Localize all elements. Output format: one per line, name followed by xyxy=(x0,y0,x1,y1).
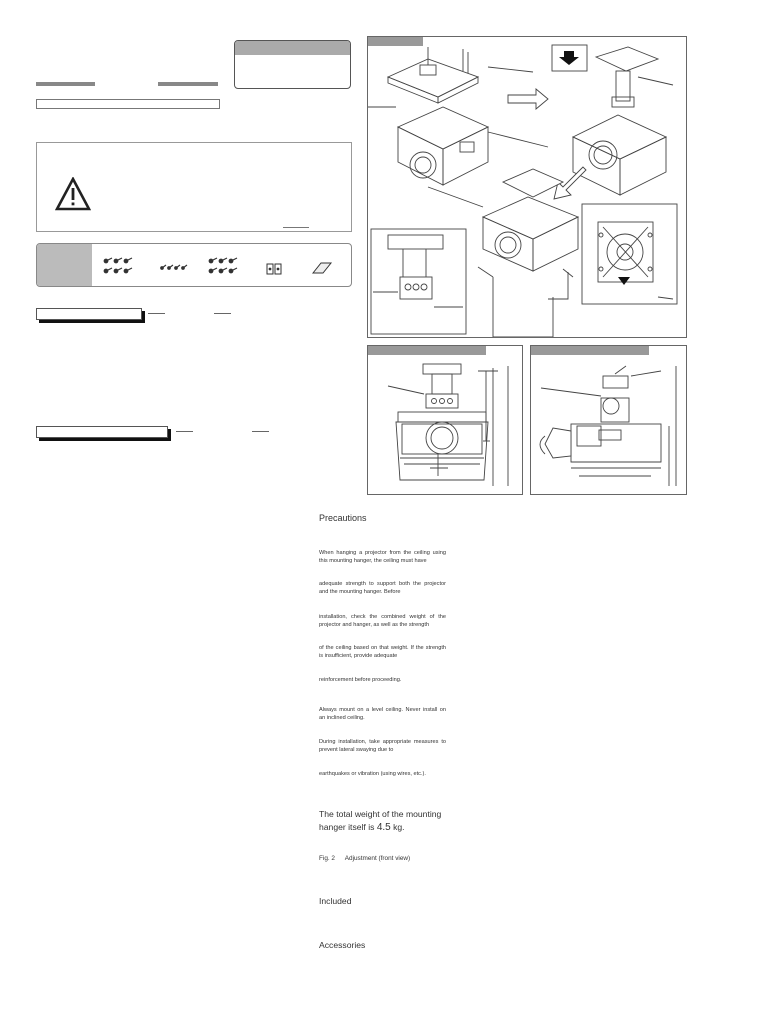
section-heading-dash-2b xyxy=(252,431,269,432)
precautions-paragraph-1: When hanging a projector from the ceiling using this mounting hanger, the ceiling must have xyxy=(319,550,446,564)
figure-3-panel xyxy=(530,345,687,495)
precautions-paragraph-6: Always mount on a level ceiling. Never install on an inclined ceiling. xyxy=(319,707,446,721)
included-label: Included xyxy=(319,896,352,906)
precautions-paragraph-2: adequate strength to support both the projector and the mounting hanger. Before xyxy=(319,581,446,595)
model-label-header xyxy=(235,41,350,55)
model-label-box xyxy=(234,40,351,89)
weight-value: 4.5 xyxy=(376,822,391,833)
weight-note-prefix: hanger itself is xyxy=(319,822,377,832)
figure-2-panel xyxy=(367,345,523,495)
figure-2-caption xyxy=(319,855,410,862)
warning-box xyxy=(36,142,352,232)
precautions-paragraph-3: installation, check the combined weight of the projector and hanger, as well as the strength xyxy=(319,614,446,628)
title-underline-right xyxy=(158,82,218,86)
precautions-paragraph-4: of the ceiling based on that weight. If the strength is insufficient, provide adequate xyxy=(319,645,446,659)
title-underline-left xyxy=(36,82,95,86)
bolts-icon xyxy=(207,256,243,276)
warning-triangle-icon xyxy=(55,177,91,211)
figure-2-number: Fig. 2 xyxy=(319,855,335,862)
weight-note xyxy=(319,808,469,834)
manual-sheet-icon xyxy=(311,261,333,275)
figure-1-drawing xyxy=(368,37,686,337)
section-heading-dash-1a xyxy=(148,313,165,314)
weight-unit: kg. xyxy=(390,822,405,832)
washers-icon xyxy=(266,263,282,275)
figure-2-drawing xyxy=(368,346,522,494)
figure-3-drawing xyxy=(531,346,686,494)
precautions-paragraph-5: reinforcement before proceeding. xyxy=(319,677,402,683)
precautions-heading: Precautions xyxy=(319,513,367,523)
screws-icon xyxy=(102,256,142,276)
accessories-strip-tag xyxy=(37,244,92,286)
section-heading-dash-2a xyxy=(176,431,193,432)
precautions-paragraph-7: During installation, take appropriate measures to prevent lateral swaying due to xyxy=(319,739,446,753)
section-heading-dash-1b xyxy=(214,313,231,314)
accessories-label: Accessories xyxy=(319,940,366,950)
small-screws-icon xyxy=(159,262,189,272)
section-heading-box-2 xyxy=(36,426,168,438)
weight-note-line-2 xyxy=(319,821,469,834)
precautions-paragraph-8: earthquakes or vibration (using wires, etc.). xyxy=(319,771,426,777)
figure-1-panel xyxy=(367,36,687,338)
figure-2-title: Adjustment (front view) xyxy=(344,855,411,862)
section-heading-box-1 xyxy=(36,308,142,320)
accessories-strip xyxy=(36,243,352,287)
subtitle-box xyxy=(36,99,220,109)
warning-signature-line xyxy=(283,227,309,228)
weight-note-line-1: The total weight of the mounting xyxy=(319,809,442,819)
